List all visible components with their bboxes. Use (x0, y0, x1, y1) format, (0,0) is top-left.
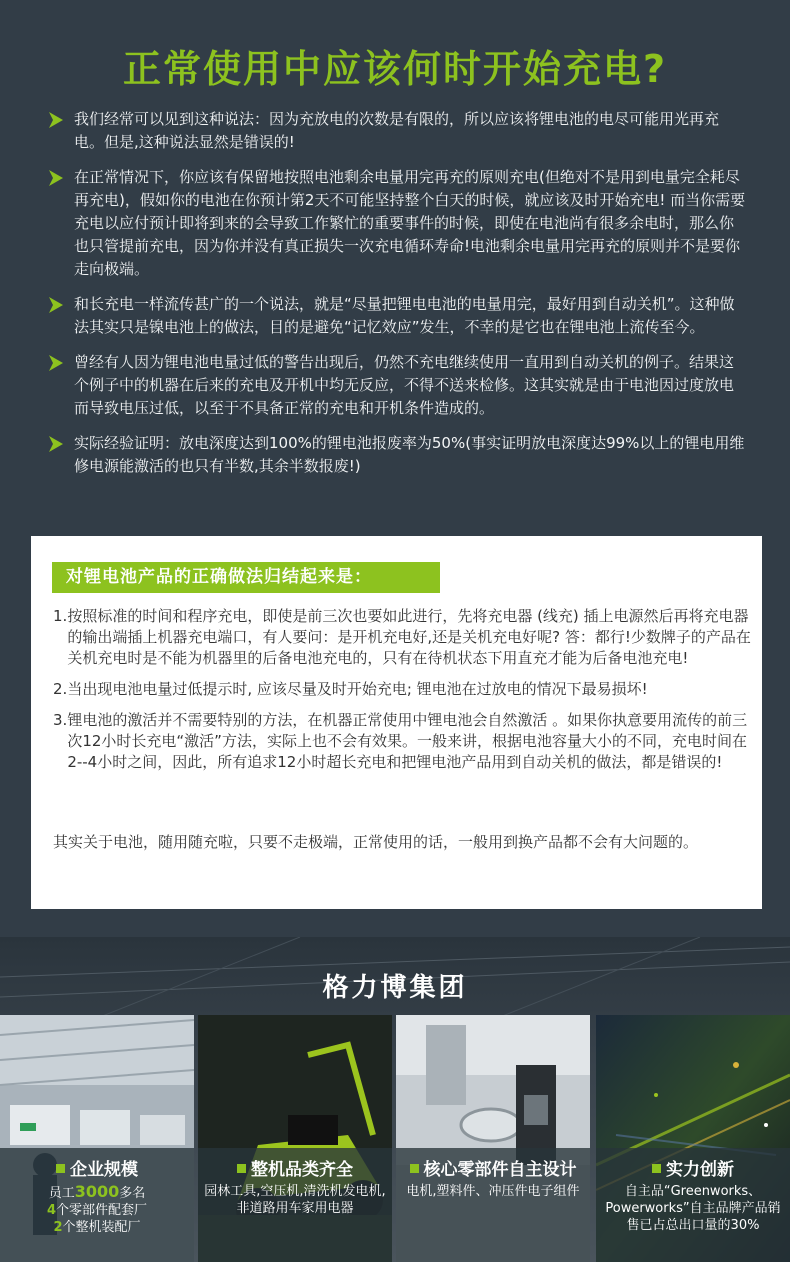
square-bullet-icon (56, 1164, 65, 1173)
item-text: 当出现电池电量过低提示时, 应该尽量及时开始充电; 锂电池在过放电的情况下最易损坏! (67, 680, 648, 698)
feature-card-products (198, 1015, 392, 1262)
square-bullet-icon (652, 1164, 661, 1173)
bullet-text: 和长充电一样流传甚广的一个说法，就是“尽量把锂电电池的电量用完，最好用到自动关机”。这种做法其实只是镍电池上的做法，目的是避免“记忆效应”发生，不幸的是它也在锂电池上流传至今。 (74, 295, 735, 336)
chevron-right-icon (46, 110, 66, 130)
chevron-right-icon (46, 353, 66, 373)
card-description (4, 1183, 190, 1236)
company-section (0, 937, 790, 1262)
list-item (53, 606, 753, 669)
item-text: 按照标准的时间和程序充电，即使是前三次也要如此进行，先将充电器 (线充) 插上电源然后再将充电器的输出端插上机器充电端口，有人要问：是开机充电好,还是关机充电好呢? 答：都行!少数牌子的产品在关机充电时是不能为机器里的后备电池充电的，只有在待机状态下用直充才能为后备电池充电! (67, 607, 751, 667)
card-description: 园林工具,空压机,清洗机发电机,非道路用车家用电器 (204, 1184, 386, 1216)
assembly-count: 2 (53, 1220, 63, 1235)
card-line (4, 1202, 190, 1219)
feature-card-components (396, 1015, 590, 1262)
factory-count: 4 (46, 1203, 57, 1218)
closing-text: 其实关于电池，随用随充啦，只要不走极端，正常使用的话，一般用到换产品都不会有大问题的。 (53, 833, 699, 851)
card-text: 个整机装配厂 (62, 1220, 141, 1235)
card-title-text: 实力创新 (666, 1160, 734, 1180)
list-item (53, 679, 753, 700)
chevron-right-icon (46, 295, 66, 315)
card-title-text: 整机品类齐全 (251, 1160, 353, 1180)
chevron-right-icon (46, 168, 66, 188)
bullet-text: 实际经验证明：放电深度达到100%的锂电池报废率为50%(事实证明放电深度达99%以上的锂电用维修电源能激活的也只有半数,其余半数报废!) (74, 434, 745, 475)
list-item (53, 710, 753, 773)
item-text: 锂电池的激活并不需要特别的方法，在机器正常使用中锂电池会自然激活 。如果你执意要用流传的前三次12小时长充电“激活”方法，实际上也不会有效果。一般来讲，根据电池容量大小的不同，充电时间在2--4小时之间，因此，所有追求12小时超长充电和把锂电池产品用到自动关机的做法，都是错误的! (67, 711, 748, 771)
page-title: 正常使用中应该何时开始充电? (122, 47, 668, 91)
list-item (46, 351, 746, 420)
feature-card-innovation (596, 1015, 790, 1262)
card-title (0, 1155, 194, 1180)
card-title (198, 1155, 392, 1180)
feature-cards (0, 1015, 790, 1262)
list-item (46, 108, 746, 154)
bullet-text: 在正常情况下，你应该有保留地按照电池剩余电量用完再充的原则充电(但绝对不是用到电量完全耗尽再充电)，假如你的电池在你预计第2天不可能坚持整个白天的时候，就应该及时开始充电! 而当你需要充电以应付预计即将到来的会导致工作繁忙的重要事件的时候，即使在电池尚有很多余电时，那么你也只管提前充电，因为你并没有真正损失一次充电循环寿命!电池剩余电量用完再充的原则并不是要你走向极端。 (74, 168, 746, 278)
card-title-text: 企业规模 (70, 1160, 138, 1180)
item-number: 3. (53, 711, 68, 729)
card-text: 多名 (119, 1186, 146, 1201)
company-name: 格力博集团 (322, 973, 468, 1003)
bullet-list (46, 108, 746, 490)
feature-card-scale (0, 1015, 194, 1262)
item-number: 2. (53, 680, 68, 698)
card-description: 自主品“Greenworks、Powerworks”自主品牌产品销售已占总出口量的30% (605, 1184, 781, 1233)
card-text: 员工 (48, 1186, 75, 1201)
card-description: 电机,塑料件、冲压件电子组件 (406, 1184, 580, 1199)
panel-heading: 对锂电池产品的正确做法归结起来是： (52, 562, 440, 593)
employee-count: 3000 (74, 1182, 120, 1201)
list-item (46, 432, 746, 478)
list-item (46, 166, 746, 281)
card-line (4, 1219, 190, 1236)
card-title (396, 1155, 590, 1180)
card-title-text: 核心零部件自主设计 (423, 1160, 577, 1180)
bullet-text: 我们经常可以见到这种说法：因为充放电的次数是有限的，所以应该将锂电池的电尽可能用光再充电。但是,这种说法显然是错误的! (74, 110, 720, 151)
item-number: 1. (53, 607, 68, 625)
bullet-text: 曾经有人因为锂电池电量过低的警告出现后，仍然不充电继续使用一直用到自动关机的例子。结果这个例子中的机器在后来的充电及开机中均无反应，不得不送来检修。这其实就是由于电池因过度放电而导致电压过低，以至于不具备正常的充电和开机条件造成的。 (74, 353, 735, 417)
list-item (46, 293, 746, 339)
card-line (4, 1183, 190, 1202)
chevron-right-icon (46, 434, 66, 454)
summary-panel (31, 536, 762, 909)
square-bullet-icon (237, 1164, 246, 1173)
numbered-list (53, 606, 753, 783)
card-title (596, 1155, 790, 1180)
square-bullet-icon (410, 1164, 419, 1173)
card-text: 个零部件配套厂 (56, 1203, 148, 1218)
